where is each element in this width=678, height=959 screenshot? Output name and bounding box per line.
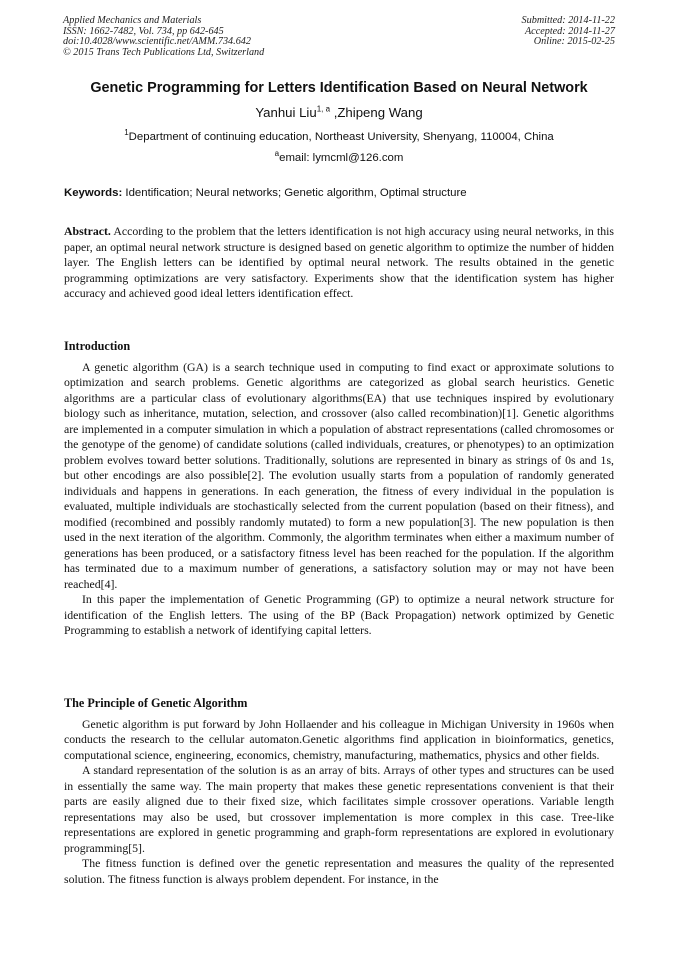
email-mark: a bbox=[274, 149, 280, 159]
paragraph: A genetic algorithm (GA) is a search technique used in computing to find exact or approximate solutions to optimization and search problems. Genetic algorithms are categorized as global search heuristics. Genetic algorithms are a particular class of evolutionary algorithms(EA) that use techniques inspired by evolutionary biology such as inheritance, mutation, selection, and crossover (also called recombination)[1]. Genetic algorithms are implemented in a computer simulation in which a population of abstract representations (called chromosomes or the genotype of the genome) of candidate solutions (called individuals, creatures, or phenotypes) to an optimization problem evolves toward better solutions. Traditionally, solutions are represented in binary as strings of 0s and 1s, but other encodings are also possible[2]. The evolution usually starts from a population of randomly generated individuals and happens in generations. In each generation, the fitness of every individual in the population is evaluated, multiple individuals are stochastically selected from the current population (based on their fitness), and modified (recombined and possibly randomly mutated) to form a new population[3]. The new population is then used in the next iteration of the algorithm. Commonly, the algorithm terminates when either a maximum number of generations has been produced, or a satisfactory fitness level has been reached for the population. If the algorithm has terminated due to a maximum number of generations, a satisfactory solution may or may not have been reached[4]. bbox=[64, 359, 614, 591]
section-heading: Introduction bbox=[64, 339, 131, 353]
paragraph: The fitness function is defined over the genetic representation and measures the quality of the represented solution. The fitness function is always problem dependent. For instance, in the bbox=[64, 856, 614, 886]
keywords-text: Identification; Neural networks; Genetic algorithm, Optimal structure bbox=[122, 187, 467, 199]
author-1: Yanhui Liu bbox=[255, 105, 317, 120]
section-heading: The Principle of Genetic Algorithm bbox=[64, 696, 248, 710]
accepted-date: Accepted: 2014-11-27 bbox=[524, 25, 615, 37]
affiliation-mark: 1 bbox=[124, 128, 129, 138]
journal-doi: doi:10.4028/www.scientific.net/AMM.734.642 bbox=[63, 36, 251, 48]
author-line bbox=[40, 105, 638, 120]
journal-copyright: © 2015 Trans Tech Publications Ltd, Switzerland bbox=[63, 46, 265, 58]
paragraph: A standard representation of the solution is as an array of bits. Arrays of other types and structures can be used in essentially the same way. The main property that makes these genetic representations convenient is that their parts are easily aligned due to their fixed size, which facilitates simple crossover operations. Variable length representations may also be used, but crossover implementation is more complex in this case. Tree-like representations are explored in genetic programming and graph-form representations are explored in evolutionary programming[5]. bbox=[64, 763, 614, 855]
email-text: email: lymcml@126.com bbox=[279, 152, 404, 164]
journal-issn: ISSN: 1662-7482, Vol. 734, pp 642-645 bbox=[63, 25, 224, 37]
keywords-label: Keywords: bbox=[64, 187, 123, 199]
abstract-text: According to the problem that the letters identification is not high accuracy using neural networks, in this paper, an optimal neural network structure is designed based on genetic algorithm to optimize the number of hidden layer. The English letters can be identified by optimal neural network. The results obtained in the genetic programming optimizations are very satisfactory. Experiments show that the identification system has higher accuracy and achieved good ideal letters identification effect. bbox=[64, 224, 614, 300]
paragraph: In this paper the implementation of Genetic Programming (GP) to optimize a neural network structure for identification of the English letters. The using of the BP (Back Propagation) network optimized by Genetic Programming to establish a network of identifying capital letters. bbox=[64, 592, 614, 637]
paper-title: Genetic Programming for Letters Identification Based on Neural Network bbox=[90, 80, 588, 96]
abstract-label: Abstract. bbox=[64, 224, 111, 238]
author-2: Zhipeng Wang bbox=[337, 105, 423, 120]
section-introduction bbox=[64, 339, 614, 639]
section-principle bbox=[64, 696, 614, 887]
author-1-affiliation-mark: 1, a bbox=[316, 104, 331, 114]
online-date: Online: 2015-02-25 bbox=[533, 36, 615, 48]
journal-name: Applied Mechanics and Materials bbox=[63, 15, 202, 26]
affiliation bbox=[40, 128, 638, 143]
paragraph: Genetic algorithm is put forward by John Hollaender and his colleague in Michigan University in 1960s when conducts the research to the cellular automaton.Genetic algorithms find application in bioinformatics, genetics, computational science, engineering, economics, chemistry, manufacturing, mathematics, physics and other fields. bbox=[64, 716, 614, 762]
keywords bbox=[64, 187, 618, 199]
journal-info-header bbox=[63, 16, 264, 58]
author-email bbox=[40, 149, 638, 164]
author-separator: , bbox=[330, 105, 338, 120]
dates-header bbox=[522, 16, 615, 48]
submitted-date: Submitted: 2014-11-22 bbox=[521, 15, 615, 26]
affiliation-text: Department of continuing education, Northeast University, Shenyang, 110004, China bbox=[128, 131, 554, 143]
abstract bbox=[64, 224, 614, 302]
